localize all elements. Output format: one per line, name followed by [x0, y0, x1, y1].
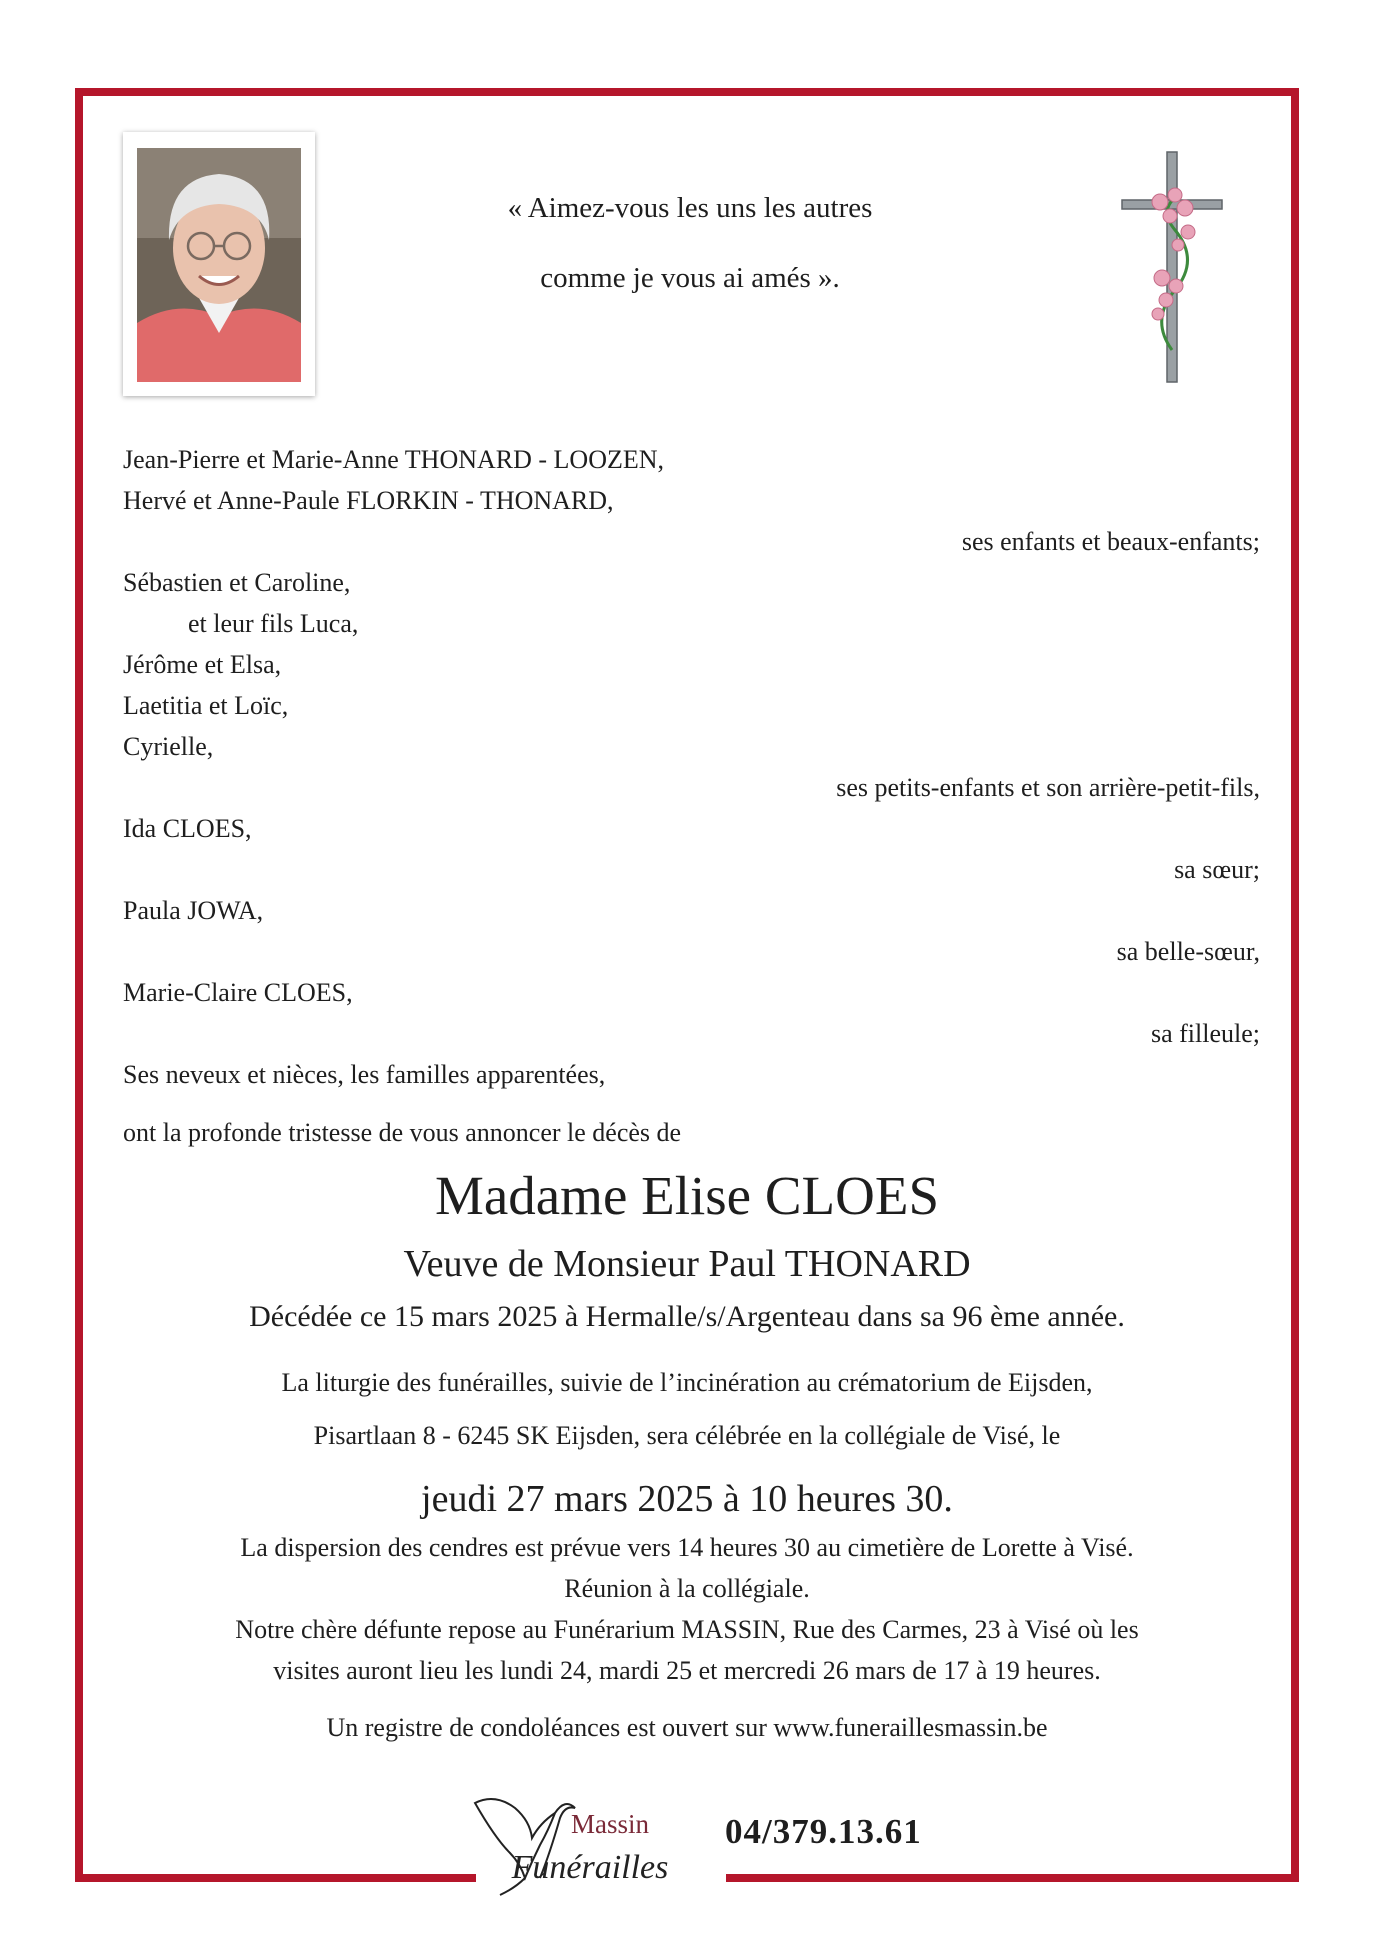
ceremony-line-2: Pisartlaan 8 - 6245 SK Eijsden, sera célébrée en la collégiale de Visé, le — [313, 1421, 1061, 1450]
announce-line: ont la profonde tristesse de vous annoncer le décès de — [123, 1118, 682, 1147]
ashes-line: La dispersion des cendres est prévue vers 14 heures 30 au cimetière de Lorette à Visé. — [240, 1533, 1134, 1562]
sister-name: Ida CLOES, — [123, 814, 252, 843]
death-line: Décédée ce 15 mars 2025 à Hermalle/s/Argenteau dans sa 96 ème année. — [249, 1300, 1125, 1333]
grandchildren-label: ses petits-enfants et son arrière-petit-fils, — [836, 773, 1260, 802]
nephews-line: Ses neveux et nièces, les familles apparentées, — [123, 1060, 606, 1089]
goddaughter-name: Marie-Claire CLOES, — [123, 978, 353, 1007]
rest-line-2: visites auront lieu les lundi 24, mardi 25 et mercredi 26 mars de 17 à 19 heures. — [273, 1656, 1101, 1685]
ceremony-line-1: La liturgie des funérailles, suivie de l’incinération au crématorium de Eijsden, — [281, 1368, 1093, 1397]
logo-massin: Massin — [570, 1809, 650, 1839]
children-label: ses enfants et beaux-enfants; — [961, 527, 1260, 556]
registry-line: Un registre de condoléances est ouvert sur www.funeraillesmassin.be — [326, 1713, 1048, 1742]
ceremony-date: jeudi 27 mars 2025 à 10 heures 30. — [421, 1478, 953, 1520]
logo-funerailles: Funérailles — [511, 1849, 669, 1886]
sister-in-law-label: sa belle-sœur, — [1116, 937, 1260, 966]
phone-number: 04/379.13.61 — [725, 1812, 922, 1851]
goddaughter-label: sa filleule; — [1150, 1019, 1260, 1048]
rest-line-1: Notre chère défunte repose au Funérarium MASSIN, Rue des Carmes, 23 à Visé où les — [235, 1615, 1139, 1644]
grandchild-1: Sébastien et Caroline, — [123, 568, 351, 597]
sister-in-law-name: Paula JOWA, — [123, 896, 264, 925]
sister-label: sa sœur; — [1174, 855, 1260, 884]
grandchild-2: Jérôme et Elsa, — [123, 650, 282, 679]
children-line-2: Hervé et Anne-Paule FLORKIN - THONARD, — [123, 486, 614, 515]
quote-line-1: « Aimez-vous les uns les autres — [507, 192, 873, 224]
widow-line: Veuve de Monsieur Paul THONARD — [403, 1243, 971, 1285]
grandchild-3: Laetitia et Loïc, — [123, 691, 289, 720]
great-grandchild: et leur fils Luca, — [188, 609, 359, 638]
portrait-card — [123, 132, 315, 396]
children-line-1: Jean-Pierre et Marie-Anne THONARD - LOOZEN, — [123, 445, 665, 474]
meeting-line: Réunion à la collégiale. — [564, 1574, 810, 1603]
quote-line-2: comme je vous ai amés ». — [540, 262, 840, 294]
massin-funerailles-logo — [470, 1783, 715, 1903]
deceased-name: Madame Elise CLOES — [434, 1165, 940, 1226]
cross-with-flowers-icon — [1120, 150, 1225, 385]
portrait-photo — [137, 148, 301, 382]
grandchild-4: Cyrielle, — [123, 732, 214, 761]
